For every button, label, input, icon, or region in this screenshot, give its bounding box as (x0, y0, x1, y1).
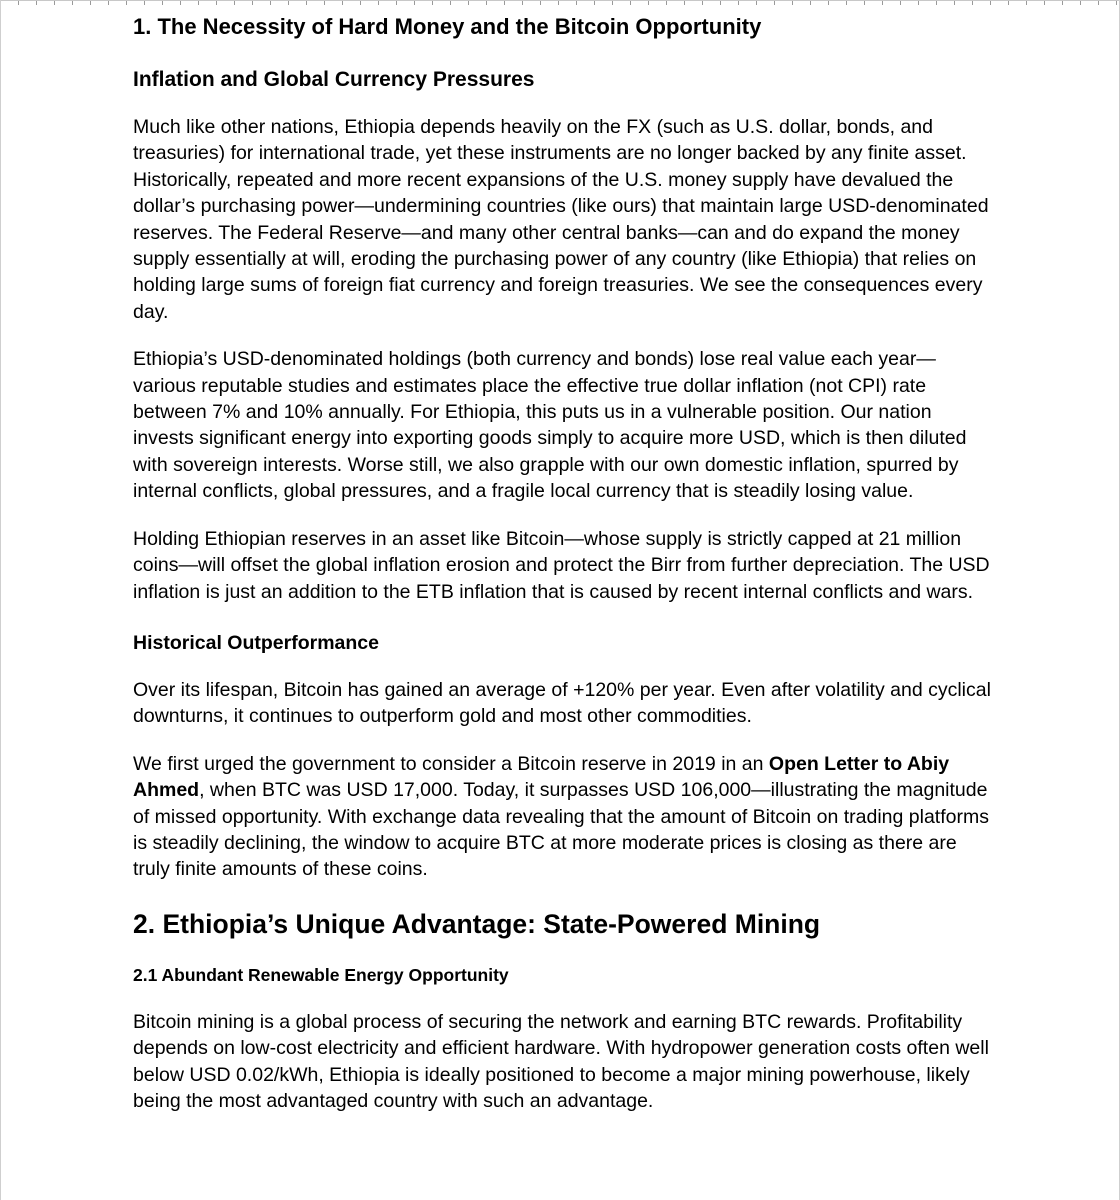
paragraph-text: We first urged the government to consider a Bitcoin reserve in 2019 in an (133, 752, 769, 775)
section-1-title: 1. The Necessity of Hard Money and the Bitcoin Opportunity (133, 14, 762, 39)
section-2-title: 2. Ethiopia’s Unique Advantage: State-Powered Mining (133, 908, 821, 939)
top-ruler (0, 0, 1120, 5)
document-page (133, 12, 993, 1114)
page-left-edge (0, 0, 1, 1200)
subheading-energy: 2.1 Abundant Renewable Energy Opportunity (133, 964, 509, 985)
open-letter-title: Open Letter to Abiy Ahmed (133, 752, 950, 802)
subheading-historical: Historical Outperformance (133, 631, 379, 654)
subheading-inflation: Inflation and Global Currency Pressures (133, 68, 535, 91)
paragraph-inflation-2: Ethiopia’s USD-denominated holdings (both currency and bonds) lose real value each year—various reputable studies and estimates place the effective true dollar inflation (not CPI) rate between 7% and 10% annually. For Ethiopia, this puts us in a vulnerable position. Our nation invests significant energy into exporting goods simply to acquire more USD, which is then diluted with sovereign interests. Worse still, we also grapple with our own domestic inflation, spurred by internal conflicts, global pressures, and a fragile local currency that is steadily losing value. (133, 348, 967, 503)
paragraph-inflation-3: Holding Ethiopian reserves in an asset like Bitcoin—whose supply is strictly capped at 21 million coins—will offset the global inflation erosion and protect the Birr from further depreciation. The USD inflation is just an addition to the ETB inflation that is caused by recent internal conflicts and wars. (133, 527, 990, 603)
paragraph-text: , when BTC was USD 17,000. Today, it surpasses USD 106,000—illustrating the magnitude of missed opportunity. With exchange data revealing that the amount of Bitcoin on trading platforms is steadily declining, the window to acquire BTC at more moderate prices is closing as there are truly finite amounts of these coins. (133, 779, 989, 881)
paragraph-inflation-1: Much like other nations, Ethiopia depends heavily on the FX (such as U.S. dollar, bonds, and treasuries) for international trade, yet these instruments are no longer backed by any finite asset. Historically, repeated and more recent expansions of the U.S. money supply have devalued the dollar’s purchasing power—undermining countries (like ours) that maintain large USD-denominated reserves. The Federal Reserve—and many other central banks—can and do expand the money supply essentially at will, eroding the purchasing power of any country (like Ethiopia) that relies on holding large sums of foreign fiat currency and foreign treasuries. We see the consequences every day. (133, 116, 989, 323)
paragraph-energy-1: Bitcoin mining is a global process of securing the network and earning BTC rewards. Profitability depends on low-cost electricity and efficient hardware. With hydropower generation costs often well below USD 0.02/kWh, Ethiopia is ideally positioned to become a major mining powerhouse, likely being the most advantaged country with such an advantage. (133, 1010, 989, 1112)
paragraph-historical-1: Over its lifespan, Bitcoin has gained an average of +120% per year. Even after volatility and cyclical downturns, it continues to outperform gold and most other commodities. (133, 678, 991, 728)
paragraph-historical-2 (133, 751, 993, 883)
